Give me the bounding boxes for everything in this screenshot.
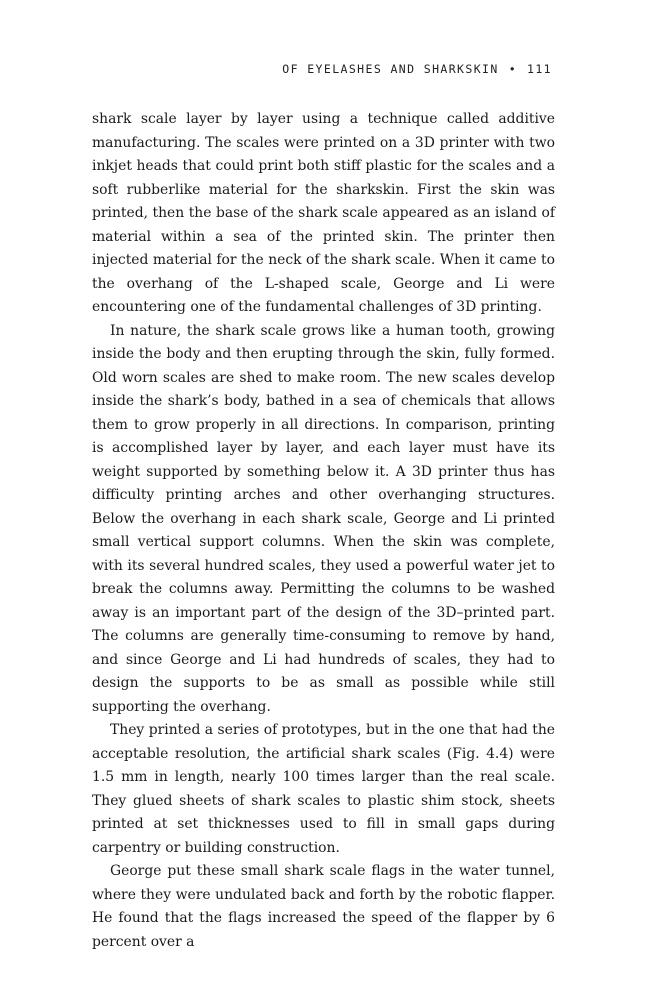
paragraph: In nature, the shark scale grows like a human tooth, growing inside the body and then erupting through the skin, fully formed. Old worn scales are shed to make room. The new scales develop inside the shark’s body, bathed in a sea of chemicals that allows them to grow properly in all directions. In comparison, printing is accomplished layer by layer, and each layer must have its weight supported by something below it. A 3D printer thus has difficulty printing arches and other overhanging structures. Below the overhang in each shark scale, George and Li printed small vertical support columns. When the skin was complete, with its several hundred scales, they used a powerful water jet to break the columns away. Permitting the columns to be washed away is an important part of the design of the 3D–printed part. The columns are generally time-consuming to remove by hand, and since George and Li had hundreds of scales, they had to design the supports to be as small as possible while still supporting the overhang. — [92, 322, 555, 715]
header-separator: • — [508, 62, 518, 76]
paragraph: George put these small shark scale flags in the water tunnel, where they were undulated back and forth by the robotic flapper. He found that the flags increased the speed of the flapper by 6 percent over a — [92, 863, 555, 950]
chapter-title: OF EYELASHES AND SHARKSKIN — [282, 62, 499, 76]
page-number: 111 — [527, 62, 552, 76]
body-text — [92, 108, 555, 954]
running-head — [282, 62, 552, 76]
paragraph-continued: shark scale layer by layer using a technique called additive manufacturing. The scales were printed on a 3D printer with two inkjet heads that could print both stiff plastic for the scales and a soft rubberlike material for the sharkskin. First the skin was printed, then the base of the shark scale appeared as an island of material within a sea of the printed skin. The printer then injected material for the neck of the shark scale. When it came to the overhang of the L-shaped scale, George and Li were encountering one of the fundamental challenges of 3D printing. — [92, 111, 555, 315]
paragraph: They printed a series of prototypes, but in the one that had the acceptable resolution, the artificial shark scales (Fig. 4.4) were 1.5 mm in length, nearly 100 times larger than the real scale. They glued sheets of shark scales to plastic shim stock, sheets printed at set thicknesses used to fill in small gaps during carpentry or building construction. — [92, 722, 555, 856]
